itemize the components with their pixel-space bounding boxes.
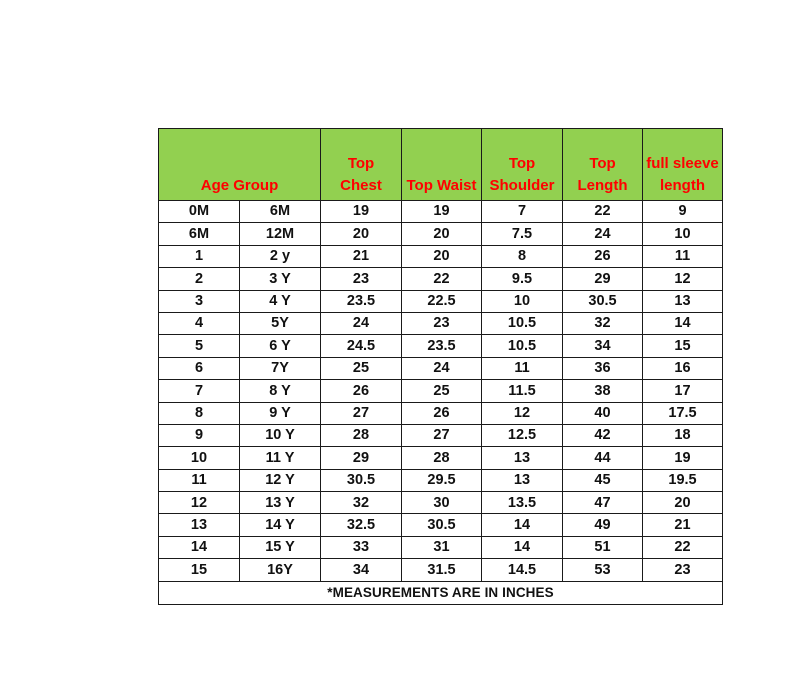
cell-age-to: 6M — [240, 201, 321, 223]
cell-top-chest: 23 — [321, 268, 402, 290]
cell-top-shoulder: 10.5 — [482, 312, 563, 334]
cell-top-waist: 29.5 — [402, 469, 482, 491]
table-row — [159, 380, 723, 402]
cell-top-waist: 31 — [402, 536, 482, 558]
cell-top-waist: 24 — [402, 357, 482, 379]
cell-top-length: 24 — [563, 223, 643, 245]
cell-age-to: 12M — [240, 223, 321, 245]
cell-top-length: 38 — [563, 380, 643, 402]
header-top-waist — [402, 129, 482, 201]
cell-age-from: 3 — [159, 290, 240, 312]
header-top-chest — [321, 129, 402, 201]
cell-top-waist: 30.5 — [402, 514, 482, 536]
cell-age-from: 6M — [159, 223, 240, 245]
cell-age-from: 5 — [159, 335, 240, 357]
cell-age-to: 12 Y — [240, 469, 321, 491]
cell-top-shoulder: 14 — [482, 536, 563, 558]
cell-age-from: 1 — [159, 245, 240, 267]
cell-age-from: 2 — [159, 268, 240, 290]
cell-top-waist: 23.5 — [402, 335, 482, 357]
cell-top-chest: 23.5 — [321, 290, 402, 312]
cell-top-length: 42 — [563, 424, 643, 446]
cell-age-from: 9 — [159, 424, 240, 446]
cell-age-to: 4 Y — [240, 290, 321, 312]
table-row — [159, 290, 723, 312]
cell-top-chest: 19 — [321, 201, 402, 223]
cell-top-waist: 22 — [402, 268, 482, 290]
cell-full-sleeve-length: 13 — [643, 290, 723, 312]
cell-top-chest: 24.5 — [321, 335, 402, 357]
cell-full-sleeve-length: 9 — [643, 201, 723, 223]
cell-full-sleeve-length: 20 — [643, 492, 723, 514]
cell-full-sleeve-length: 19.5 — [643, 469, 723, 491]
cell-top-shoulder: 14.5 — [482, 559, 563, 581]
cell-top-chest: 24 — [321, 312, 402, 334]
cell-top-length: 32 — [563, 312, 643, 334]
cell-top-length: 51 — [563, 536, 643, 558]
cell-full-sleeve-length: 23 — [643, 559, 723, 581]
cell-age-to: 8 Y — [240, 380, 321, 402]
cell-top-waist: 20 — [402, 223, 482, 245]
cell-top-waist: 25 — [402, 380, 482, 402]
cell-top-chest: 29 — [321, 447, 402, 469]
header-full-sleeve-length — [643, 129, 723, 201]
table-row — [159, 536, 723, 558]
table-row — [159, 268, 723, 290]
cell-age-to: 10 Y — [240, 424, 321, 446]
header-age-group-label: Age Group — [200, 177, 279, 194]
cell-top-chest: 33 — [321, 536, 402, 558]
cell-top-length: 26 — [563, 245, 643, 267]
cell-top-chest: 20 — [321, 223, 402, 245]
cell-full-sleeve-length: 15 — [643, 335, 723, 357]
cell-top-waist: 26 — [402, 402, 482, 424]
cell-full-sleeve-length: 17.5 — [643, 402, 723, 424]
cell-full-sleeve-length: 10 — [643, 223, 723, 245]
cell-age-from: 15 — [159, 559, 240, 581]
header-age-group — [159, 129, 321, 201]
cell-age-from: 13 — [159, 514, 240, 536]
cell-top-shoulder: 11 — [482, 357, 563, 379]
cell-age-to: 7Y — [240, 357, 321, 379]
table-row — [159, 245, 723, 267]
cell-top-shoulder: 11.5 — [482, 380, 563, 402]
footer-note: *MEASUREMENTS ARE IN INCHES — [159, 581, 723, 604]
cell-top-shoulder: 10 — [482, 290, 563, 312]
cell-top-waist: 28 — [402, 447, 482, 469]
cell-full-sleeve-length: 22 — [643, 536, 723, 558]
cell-top-shoulder: 13 — [482, 447, 563, 469]
cell-age-to: 9 Y — [240, 402, 321, 424]
cell-age-from: 8 — [159, 402, 240, 424]
header-top-shoulder — [482, 129, 563, 201]
cell-full-sleeve-length: 14 — [643, 312, 723, 334]
cell-top-chest: 27 — [321, 402, 402, 424]
cell-top-shoulder: 13 — [482, 469, 563, 491]
cell-full-sleeve-length: 11 — [643, 245, 723, 267]
header-full-sleeve-length-line-2: length — [660, 177, 705, 194]
cell-top-length: 47 — [563, 492, 643, 514]
cell-top-shoulder: 14 — [482, 514, 563, 536]
table-row — [159, 469, 723, 491]
cell-top-shoulder: 12 — [482, 402, 563, 424]
footer-row — [159, 581, 723, 604]
header-top-shoulder-line-1: Top — [508, 155, 536, 172]
cell-top-chest: 32 — [321, 492, 402, 514]
table-row — [159, 492, 723, 514]
cell-top-chest: 30.5 — [321, 469, 402, 491]
cell-top-shoulder: 8 — [482, 245, 563, 267]
cell-top-waist: 19 — [402, 201, 482, 223]
cell-age-to: 6 Y — [240, 335, 321, 357]
cell-age-to: 15 Y — [240, 536, 321, 558]
header-row — [159, 129, 723, 201]
size-chart-table — [158, 128, 723, 605]
cell-top-shoulder: 9.5 — [482, 268, 563, 290]
cell-age-from: 6 — [159, 357, 240, 379]
cell-full-sleeve-length: 12 — [643, 268, 723, 290]
table-row — [159, 312, 723, 334]
table-row — [159, 424, 723, 446]
cell-top-waist: 22.5 — [402, 290, 482, 312]
cell-top-waist: 20 — [402, 245, 482, 267]
header-top-chest-line-2: Chest — [340, 177, 382, 194]
table-row — [159, 335, 723, 357]
cell-top-waist: 23 — [402, 312, 482, 334]
cell-age-from: 7 — [159, 380, 240, 402]
cell-top-length: 40 — [563, 402, 643, 424]
cell-top-chest: 21 — [321, 245, 402, 267]
header-top-chest-line-1: Top — [347, 155, 375, 172]
cell-top-length: 49 — [563, 514, 643, 536]
cell-top-length: 53 — [563, 559, 643, 581]
cell-top-shoulder: 13.5 — [482, 492, 563, 514]
cell-top-waist: 31.5 — [402, 559, 482, 581]
cell-age-to: 13 Y — [240, 492, 321, 514]
cell-top-chest: 26 — [321, 380, 402, 402]
table-row — [159, 514, 723, 536]
cell-top-shoulder: 7 — [482, 201, 563, 223]
cell-top-length: 22 — [563, 201, 643, 223]
header-top-shoulder-line-2: Shoulder — [489, 177, 555, 194]
cell-age-from: 14 — [159, 536, 240, 558]
cell-age-to: 3 Y — [240, 268, 321, 290]
cell-age-from: 10 — [159, 447, 240, 469]
cell-age-to: 2 y — [240, 245, 321, 267]
cell-age-to: 14 Y — [240, 514, 321, 536]
cell-age-from: 12 — [159, 492, 240, 514]
table-row — [159, 201, 723, 223]
cell-full-sleeve-length: 21 — [643, 514, 723, 536]
cell-age-to: 11 Y — [240, 447, 321, 469]
cell-top-length: 45 — [563, 469, 643, 491]
cell-top-shoulder: 10.5 — [482, 335, 563, 357]
cell-top-length: 29 — [563, 268, 643, 290]
table-body — [159, 201, 723, 582]
table-row — [159, 447, 723, 469]
cell-age-from: 11 — [159, 469, 240, 491]
header-top-length — [563, 129, 643, 201]
table-row — [159, 559, 723, 581]
cell-top-shoulder: 12.5 — [482, 424, 563, 446]
header-full-sleeve-length-line-1: full sleeve — [646, 155, 719, 172]
cell-full-sleeve-length: 19 — [643, 447, 723, 469]
cell-top-waist: 27 — [402, 424, 482, 446]
cell-age-from: 0M — [159, 201, 240, 223]
table-row — [159, 402, 723, 424]
cell-top-shoulder: 7.5 — [482, 223, 563, 245]
cell-age-to: 5Y — [240, 312, 321, 334]
header-top-waist-label: Top Waist — [406, 177, 477, 194]
cell-top-length: 34 — [563, 335, 643, 357]
cell-top-length: 36 — [563, 357, 643, 379]
cell-age-from: 4 — [159, 312, 240, 334]
header-top-length-line-1: Top — [589, 155, 616, 172]
cell-full-sleeve-length: 17 — [643, 380, 723, 402]
cell-top-chest: 28 — [321, 424, 402, 446]
header-top-length-line-2: Length — [577, 177, 628, 194]
cell-top-chest: 34 — [321, 559, 402, 581]
cell-top-waist: 30 — [402, 492, 482, 514]
table-row — [159, 357, 723, 379]
cell-top-chest: 32.5 — [321, 514, 402, 536]
cell-top-length: 44 — [563, 447, 643, 469]
cell-full-sleeve-length: 18 — [643, 424, 723, 446]
cell-top-length: 30.5 — [563, 290, 643, 312]
table-row — [159, 223, 723, 245]
cell-age-to: 16Y — [240, 559, 321, 581]
cell-full-sleeve-length: 16 — [643, 357, 723, 379]
cell-top-chest: 25 — [321, 357, 402, 379]
